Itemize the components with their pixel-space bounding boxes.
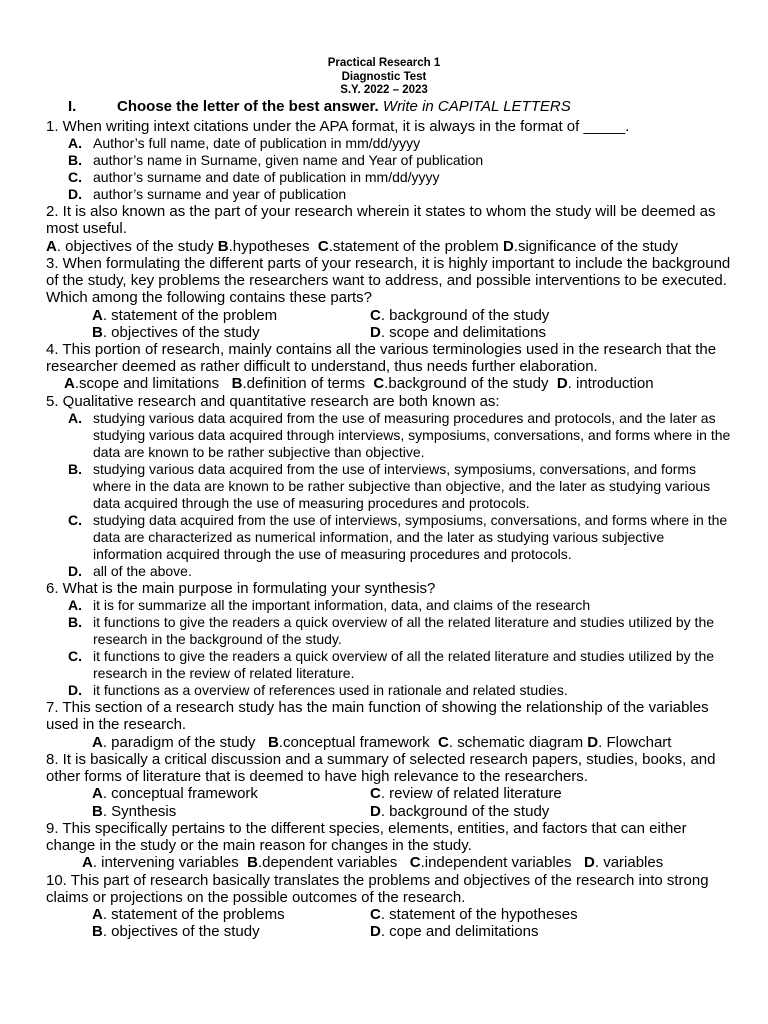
answer-option (46, 410, 736, 461)
option-letter: D (584, 854, 595, 872)
option-letter: B (92, 323, 103, 341)
question-text: 6. What is the main purpose in formulating your synthesis? (46, 580, 436, 598)
question-text: 7. This section of a research study has the main function of showing the relationship of the variables used in the research. (46, 699, 709, 734)
question-item (46, 203, 736, 255)
section-instruction (68, 98, 571, 115)
option-text: studying data acquired from the use of interviews, symposiums, conversations, and forms where in the data are characterized as numerical information, and the later as studying various subjective information acquired through the use of measuring procedures and protocols. (93, 512, 728, 563)
option-text: author’s name in Surname, given name and Year of publication (93, 152, 484, 169)
option-letter: B (217, 237, 229, 255)
option-letter: C. (68, 648, 82, 665)
options-row (46, 785, 736, 802)
question-item (46, 341, 736, 393)
option-letter: B. (68, 461, 82, 478)
option-letter: D (370, 923, 381, 941)
question-item (46, 872, 736, 941)
option-letter: D. (68, 186, 82, 203)
option-text: all of the above. (93, 563, 192, 580)
option-text: . variables (594, 854, 664, 872)
option-letter: B. (68, 152, 82, 169)
option-letter: C (370, 306, 381, 324)
option-letter: C (370, 906, 381, 924)
option-letter: C (409, 854, 421, 872)
option-text: . cope and delimitations (380, 923, 539, 941)
option-letter: A (46, 237, 57, 255)
instruction-text: Choose the letter of the best answer. (117, 98, 379, 115)
option-letter: D (370, 323, 381, 341)
answer-option (370, 324, 546, 341)
option-text: author’s surname and year of publication (93, 186, 347, 203)
option-letter: B (92, 802, 103, 820)
option-text: . statement of the hypotheses (380, 906, 578, 924)
option-letter: D. (68, 682, 82, 699)
option-text: .dependent variables (257, 854, 410, 872)
answer-option (46, 648, 736, 682)
question-text: 3. When formulating the different parts of your research, it is highly important to include the background of the study, key problems the researchers want to address, and possible interventions to be executed. Which among the following contains these parts? (46, 255, 731, 307)
answer-option (46, 682, 736, 699)
option-text: . background of the study (380, 306, 550, 324)
option-letter: C. (68, 169, 82, 186)
question-text: 2. It is also known as the part of your research wherein it states to whom the study will be deemed as most useful. (46, 203, 716, 238)
options-row (46, 803, 736, 820)
options-row (46, 923, 736, 940)
option-text: .scope and limitations (74, 375, 232, 393)
option-letter: A (82, 854, 93, 872)
question-item (46, 820, 736, 872)
options-line (46, 238, 736, 255)
option-text: . introduction (567, 375, 654, 393)
answer-option (370, 307, 549, 324)
option-text: .independent variables (420, 854, 585, 872)
option-text: . objectives of the study (56, 237, 218, 255)
option-letter: A. (68, 410, 82, 427)
option-text: .definition of terms (242, 375, 374, 393)
option-letter: C (438, 733, 449, 751)
option-text: . intervening variables (92, 854, 248, 872)
option-text: . review of related literature (380, 785, 562, 803)
option-text: . background of the study (380, 802, 550, 820)
option-text: it functions to give the readers a quick overview of all the related literature and studies utilized by the research in the review of related literature. (93, 648, 715, 682)
question-item (46, 118, 736, 203)
answer-option (46, 186, 736, 203)
option-letter: C. (68, 512, 82, 529)
option-letter: D. (68, 563, 82, 580)
option-letter: A (64, 375, 75, 393)
question-text: 8. It is basically a critical discussion and a summary of selected research papers, studies, books, and other forms of literature that is deemed to have high relevance to the researchers. (46, 751, 716, 786)
question-text: 4. This portion of research, mainly contains all the various terminologies used in the research that the researcher deemed as rather difficult to understand, thus needs further elaboration. (46, 341, 717, 376)
option-text: it functions as a overview of references used in rationale and related studies. (93, 682, 568, 699)
answer-option (92, 923, 260, 940)
answer-option (92, 785, 258, 802)
option-letter: A (92, 733, 103, 751)
option-text: .statement of the problem (328, 237, 503, 255)
option-text: . Synthesis (102, 802, 177, 820)
option-text: . objectives of the study (102, 323, 260, 341)
option-letter: D (556, 375, 568, 393)
option-text: studying various data acquired from the use of interviews, symposiums, conversations, and forms where in the data are known to be rather subjective than objective, and the later as studying various data acquired through the use of measuring procedures and protocols. (93, 461, 711, 512)
school-year: S.Y. 2022 – 2023 (340, 84, 428, 97)
option-text: . objectives of the study (102, 923, 260, 941)
option-text: . schematic diagram (448, 733, 588, 751)
option-text: .significance of the study (513, 237, 679, 255)
answer-option (46, 597, 736, 614)
option-text: . statement of the problem (102, 306, 278, 324)
option-letter: A (92, 785, 103, 803)
answer-option (92, 906, 285, 923)
options-row (46, 324, 736, 341)
answer-option (46, 614, 736, 648)
question-item (46, 393, 736, 580)
answer-option (46, 152, 736, 169)
answer-option (92, 307, 277, 324)
options-row (46, 307, 736, 324)
answer-option (46, 135, 736, 152)
option-text: . Flowchart (598, 733, 672, 751)
option-text: .hypotheses (228, 237, 318, 255)
option-letter: B (267, 733, 279, 751)
option-text: author’s surname and date of publication in mm/dd/yyyy (93, 169, 440, 186)
question-item (46, 255, 736, 341)
option-letter: C (317, 237, 329, 255)
answer-option (370, 906, 578, 923)
option-text: Author’s full name, date of publication in mm/dd/yyyy (93, 135, 421, 152)
option-letter: D (587, 733, 599, 751)
question-text: 1. When writing intext citations under the APA format, it is always in the format of _____. (46, 118, 630, 135)
option-text: . paradigm of the study (102, 733, 268, 751)
option-letter: B (231, 375, 243, 393)
option-text: . statement of the problems (102, 906, 285, 924)
option-letter: A. (68, 597, 82, 614)
answer-option (370, 923, 538, 940)
question-list (46, 118, 736, 940)
option-text: studying various data acquired from the use of measuring procedures and protocols, and the later as studying various data acquired through interviews, symposiums, conversations, and forms where in the data are known to be rather subjective than objective. (93, 410, 731, 461)
question-item (46, 751, 736, 820)
section-number: I. (68, 98, 77, 115)
question-text: 10. This part of research basically translates the problems and objectives of the research into strong claims or projections on the possible outcomes of the research. (46, 871, 709, 906)
option-letter: A (92, 906, 103, 924)
option-letter: C (370, 785, 381, 803)
answer-option (46, 563, 736, 580)
document-header (0, 57, 768, 98)
subject-title: Practical Research 1 (327, 57, 441, 69)
option-text: it functions to give the readers a quick overview of all the related literature and studies utilized by the research in the background of the study. (93, 614, 715, 648)
option-text: it is for summarize all the important information, data, and claims of the research (93, 597, 591, 614)
option-text: . scope and delimitations (380, 323, 546, 341)
question-item (46, 699, 736, 751)
question-text: 9. This specifically pertains to the different species, elements, entities, and factors that can either change in the study or the main reason for changes in the study. (46, 819, 687, 855)
option-text: .background of the study (384, 375, 557, 393)
option-letter: A (92, 306, 103, 324)
test-title: Diagnostic Test (341, 70, 427, 83)
options-line (46, 375, 736, 392)
options-row (46, 906, 736, 923)
option-text: . conceptual framework (102, 785, 258, 803)
answer-option (92, 324, 260, 341)
answer-option (46, 512, 736, 563)
option-text: .conceptual framework (278, 733, 439, 751)
option-letter: B (247, 854, 258, 872)
options-line (46, 854, 736, 871)
answer-option (46, 461, 736, 512)
option-letter: B (92, 923, 103, 941)
question-item (46, 580, 736, 699)
instruction-note: Write in CAPITAL LETTERS (382, 98, 571, 115)
answer-option (370, 803, 549, 820)
options-line (46, 734, 736, 751)
option-letter: B. (68, 614, 82, 631)
answer-option (92, 803, 176, 820)
answer-option (46, 169, 736, 186)
option-letter: C (373, 375, 385, 393)
option-letter: A. (68, 135, 82, 152)
question-text: 5. Qualitative research and quantitative research are both known as: (46, 392, 500, 410)
option-letter: D (502, 237, 514, 255)
answer-option (370, 785, 562, 802)
option-letter: D (370, 802, 381, 820)
